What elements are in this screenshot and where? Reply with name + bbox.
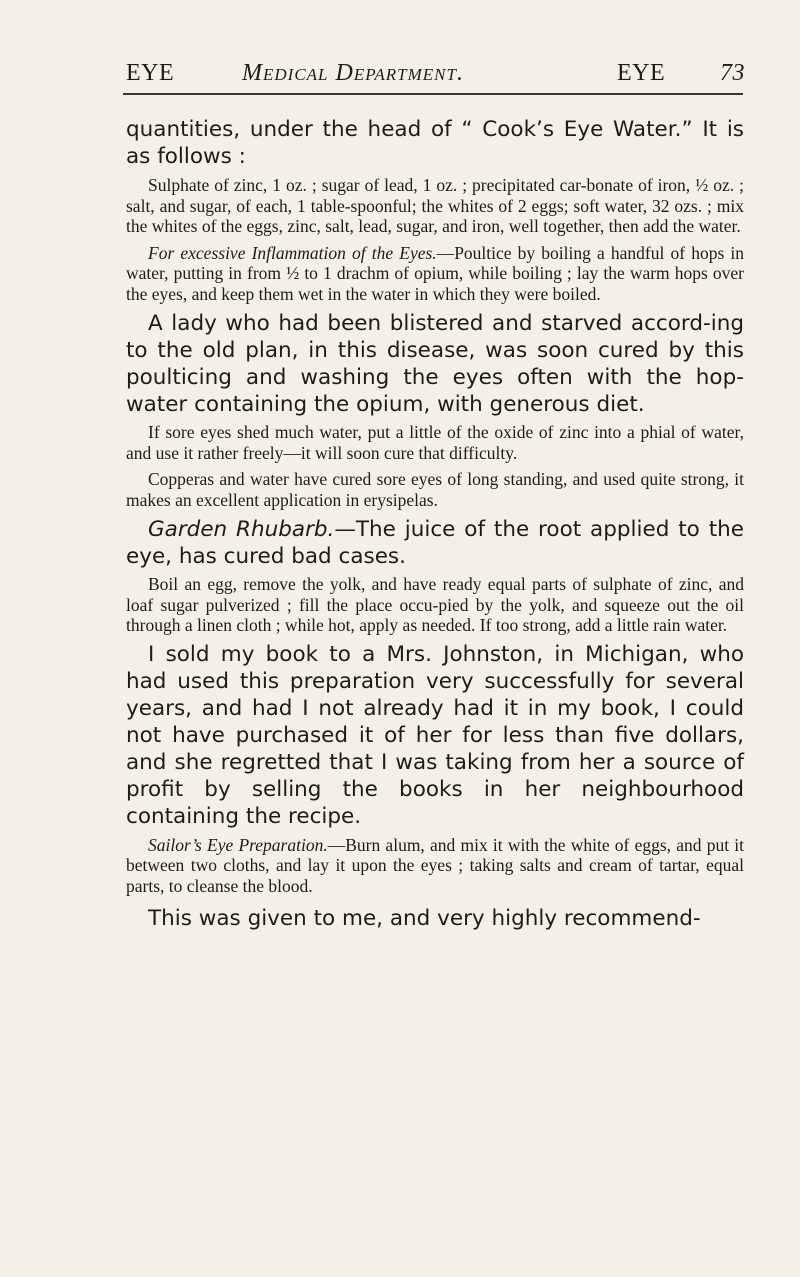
recipe-heading: For excessive Inflammation of the Eyes. (148, 242, 437, 263)
recipe-heading: Garden Rhubarb. (148, 517, 335, 542)
header-left: EYE (126, 60, 175, 86)
paragraph-text: Boil an egg, remove the yolk, and have ready equal parts of sulphate of zinc, and loaf sugar pulverized ; fill the place occu-pied by the yolk, and squeeze out the oil through a linen cloth ; while hot, apply as needed. If too strong, add a little rain water. (126, 574, 744, 635)
paragraph-boiled-egg (126, 574, 744, 636)
paragraph-cooks-eye-water-recipe (126, 175, 744, 237)
header-center: Medical Department. (242, 60, 464, 86)
paragraph-text: I sold my book to a Mrs. Johnston, in Michigan, who had used this preparation very successfully for several years, and had I not already had it in my book, I could not have purchased it of her for less than five dollars, and she regretted that I was taking from her a source of profit by selling the books in her neighbourhood containing the recipe. (126, 641, 744, 829)
paragraph-text: —Burn alum, and mix it with the white of eggs, and put it between two cloths, and lay it upon the eyes ; taking salts and cream of tartar, equal parts, to cleanse the blood. (126, 834, 744, 896)
running-head (0, 56, 800, 92)
paragraph-text: If sore eyes shed much water, put a little of the oxide of zinc into a phial of water, and use it rather freely—it will soon cure that difficulty. (126, 422, 744, 463)
paragraph-inflammation-of-eyes (126, 243, 744, 305)
header-rule (123, 93, 743, 95)
paragraph-text: Copperas and water have cured sore eyes of long standing, and used quite strong, it makes an excellent application in erysipelas. (126, 469, 744, 510)
paragraph-text: A lady who had been blistered and starved accord-ing to the old plan, in this disease, was soon cured by this poulticing and washing the eyes often with the hop-water containing the opium, with generous diet. (126, 311, 744, 417)
paragraph-oxide-of-zinc (126, 422, 744, 463)
paragraph-recommendation (126, 905, 744, 932)
paragraph-lady-cured (126, 310, 744, 418)
paragraph-copperas (126, 469, 744, 510)
paragraph-text: This was given to me, and very highly recommend- (148, 906, 701, 931)
paragraph-text: Sulphate of zinc, 1 oz. ; sugar of lead, 1 oz. ; precipitated car-bonate of iron, ½ oz. ; salt, and sugar, of each, 1 table-spoonful; the whites of 2 eggs; soft water, 32 ozs. ; mix the whites of the eggs, zinc, salt, lead, sugar, and iron, well together, then add the water. (126, 175, 744, 236)
paragraph-sailors-eye-preparation (126, 835, 744, 897)
body-text (126, 116, 744, 932)
recipe-heading: Sailor’s Eye Preparation. (148, 834, 328, 855)
paragraph-mrs-johnston (126, 641, 744, 830)
paragraph-garden-rhubarb (126, 516, 744, 570)
page-number: 73 (720, 60, 745, 86)
paragraph-text: —Poultice by boiling a handful of hops in water, putting in from ½ to 1 drachm of opium, while boiling ; lay the warm hops over the eyes, and keep them wet in the water in which they were boiled. (126, 242, 744, 304)
paragraph-cooks-eye-water-intro (126, 116, 744, 170)
paragraph-text: —The juice of the root applied to the eye, has cured bad cases. (126, 517, 744, 569)
header-right: EYE (617, 60, 666, 86)
paragraph-text: quantities, under the head of “ Cook’s Eye Water.” It is as follows : (126, 117, 744, 169)
